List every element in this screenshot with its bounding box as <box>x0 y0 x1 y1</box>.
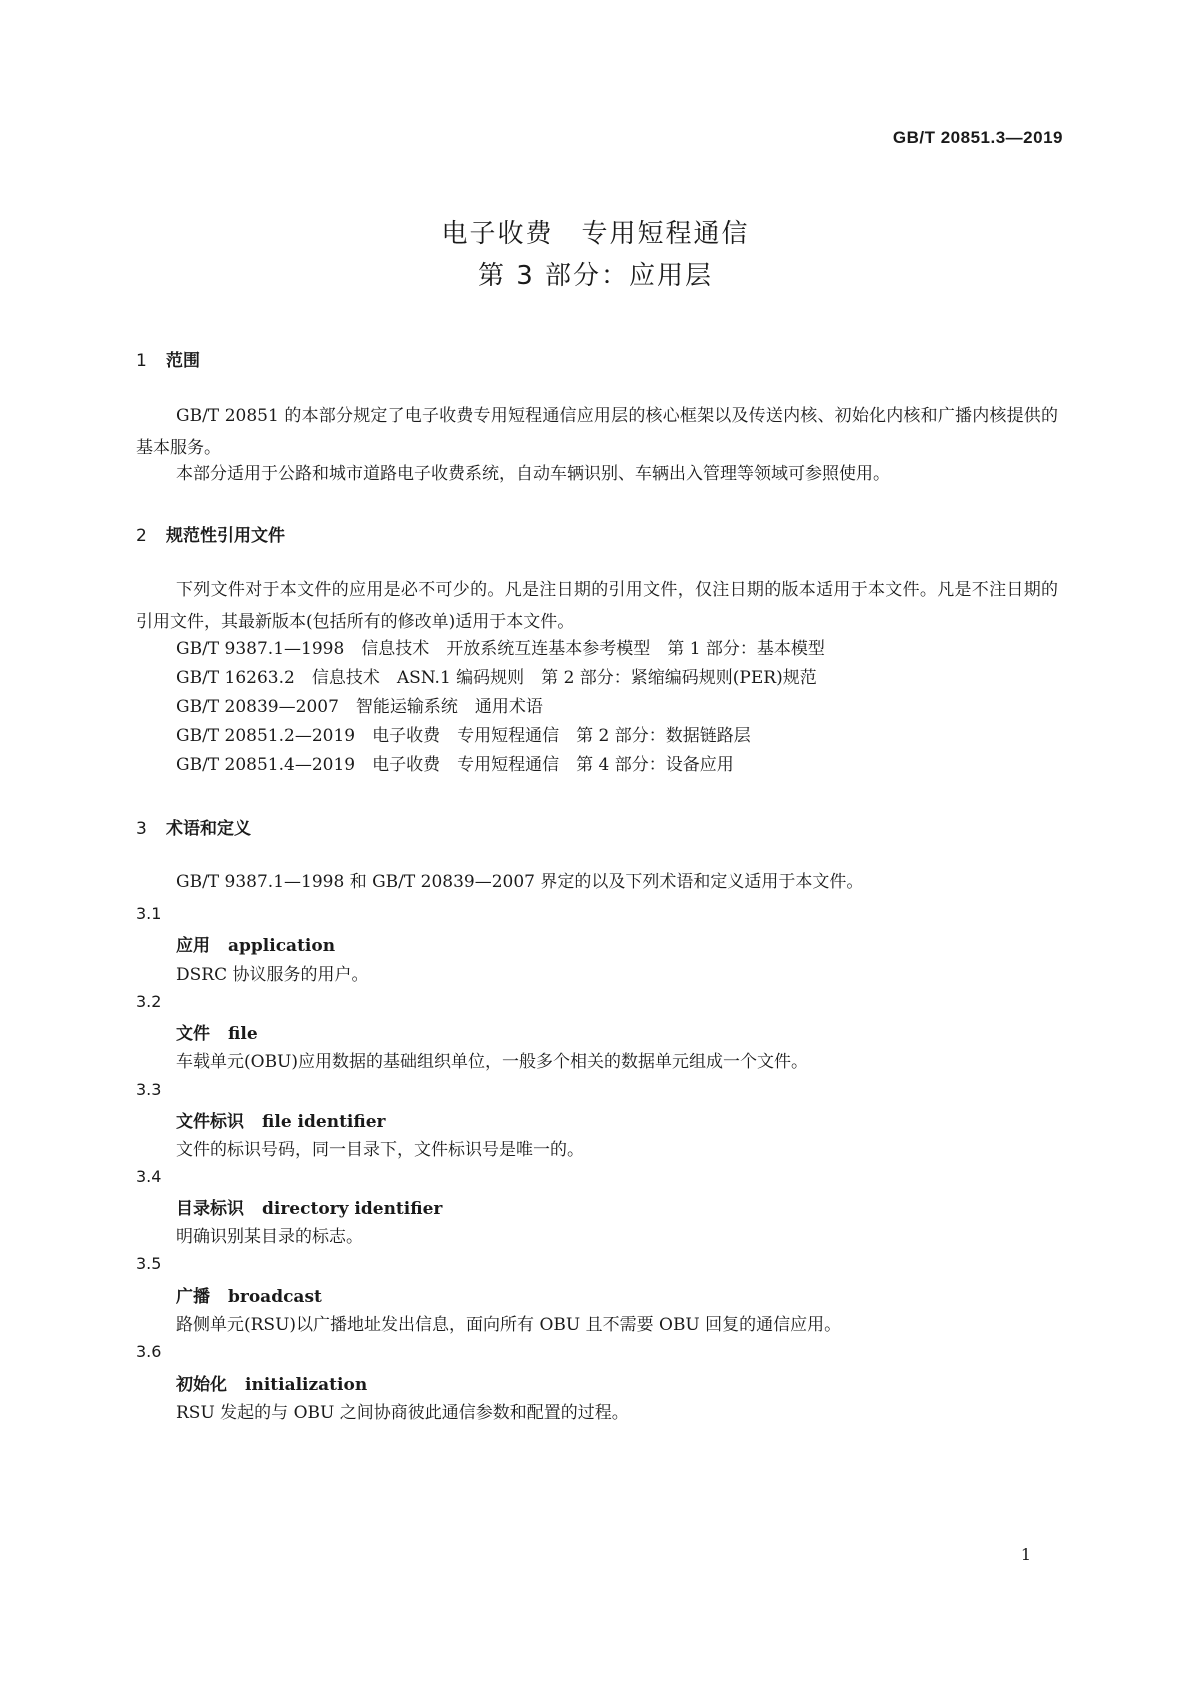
term-number: 3.3 <box>136 1080 162 1099</box>
doc-title-line1: 电子收费 专用短程通信 <box>441 219 750 249</box>
terms-intro: GB/T 9387.1—1998 和 GB/T 20839—2007 界定的以及下列术语和定义适用于本文件。 <box>176 872 864 892</box>
term-heading <box>176 1194 442 1219</box>
term-definition: 明确识别某目录的标志。 <box>176 1227 363 1247</box>
scope-paragraph-2: 本部分适用于公路和城市道路电子收费系统，自动车辆识别、车辆出入管理等领域可参照使用。 <box>176 464 890 484</box>
term-en: initialization <box>245 1375 368 1395</box>
term-definition: RSU 发起的与 OBU 之间协商彼此通信参数和配置的过程。 <box>176 1403 629 1423</box>
term-zh: 文件 <box>176 1024 210 1044</box>
section-title: 规范性引用文件 <box>166 526 285 546</box>
reference-item: GB/T 20839—2007 智能运输系统 通用术语 <box>176 697 543 717</box>
reference-item: GB/T 20851.2—2019 电子收费 专用短程通信 第 2 部分：数据链路层 <box>176 726 751 746</box>
page-number: 1 <box>1020 1545 1031 1564</box>
term-zh: 广播 <box>176 1287 210 1307</box>
term-zh: 文件标识 <box>176 1112 244 1132</box>
term-definition: 路侧单元(RSU)以广播地址发出信息，面向所有 OBU 且不需要 OBU 回复的通信应用。 <box>176 1315 842 1335</box>
term-en: directory identifier <box>262 1199 443 1219</box>
section-number: 1 <box>136 351 147 371</box>
section-1-heading <box>136 346 200 371</box>
term-zh: 目录标识 <box>176 1199 244 1219</box>
term-heading <box>176 1107 386 1132</box>
term-heading <box>176 931 335 956</box>
term-zh: 应用 <box>176 936 210 956</box>
section-2-heading <box>136 521 285 546</box>
term-heading <box>176 1019 258 1044</box>
normative-intro: 下列文件对于本文件的应用是必不可少的。凡是注日期的引用文件，仅注日期的版本适用于本文件。凡是不注日期的引用文件，其最新版本(包括所有的修改单)适用于本文件。 <box>136 580 1058 632</box>
section-title: 范围 <box>166 351 200 371</box>
reference-item: GB/T 16263.2 信息技术 ASN.1 编码规则 第 2 部分：紧缩编码规则(PER)规范 <box>176 668 817 688</box>
section-3-heading <box>136 814 251 839</box>
section-title: 术语和定义 <box>166 819 251 839</box>
term-heading <box>176 1370 367 1395</box>
term-en: application <box>228 936 336 956</box>
standard-code: GB/T 20851.3—2019 <box>892 128 1063 147</box>
term-heading <box>176 1282 322 1307</box>
term-number: 3.4 <box>136 1167 162 1186</box>
reference-item: GB/T 20851.4—2019 电子收费 专用短程通信 第 4 部分：设备应用 <box>176 755 734 775</box>
term-number: 3.6 <box>136 1342 162 1361</box>
term-definition: DSRC 协议服务的用户。 <box>176 965 369 985</box>
term-en: file <box>228 1024 258 1044</box>
term-en: broadcast <box>228 1287 322 1307</box>
section-number: 3 <box>136 819 147 839</box>
reference-item: GB/T 9387.1—1998 信息技术 开放系统互连基本参考模型 第 1 部分：基本模型 <box>176 639 825 659</box>
term-zh: 初始化 <box>176 1375 227 1395</box>
term-number: 3.1 <box>136 904 162 923</box>
term-number: 3.5 <box>136 1254 162 1273</box>
scope-paragraph-1: GB/T 20851 的本部分规定了电子收费专用短程通信应用层的核心框架以及传送内核、初始化内核和广播内核提供的基本服务。 <box>136 406 1058 458</box>
term-definition: 车载单元(OBU)应用数据的基础组织单位，一般多个相关的数据单元组成一个文件。 <box>176 1052 809 1072</box>
term-number: 3.2 <box>136 992 162 1011</box>
term-definition: 文件的标识号码，同一目录下，文件标识号是唯一的。 <box>176 1140 584 1160</box>
doc-title-line2: 第 3 部分：应用层 <box>477 261 714 291</box>
term-en: file identifier <box>262 1112 386 1132</box>
section-number: 2 <box>136 526 147 546</box>
